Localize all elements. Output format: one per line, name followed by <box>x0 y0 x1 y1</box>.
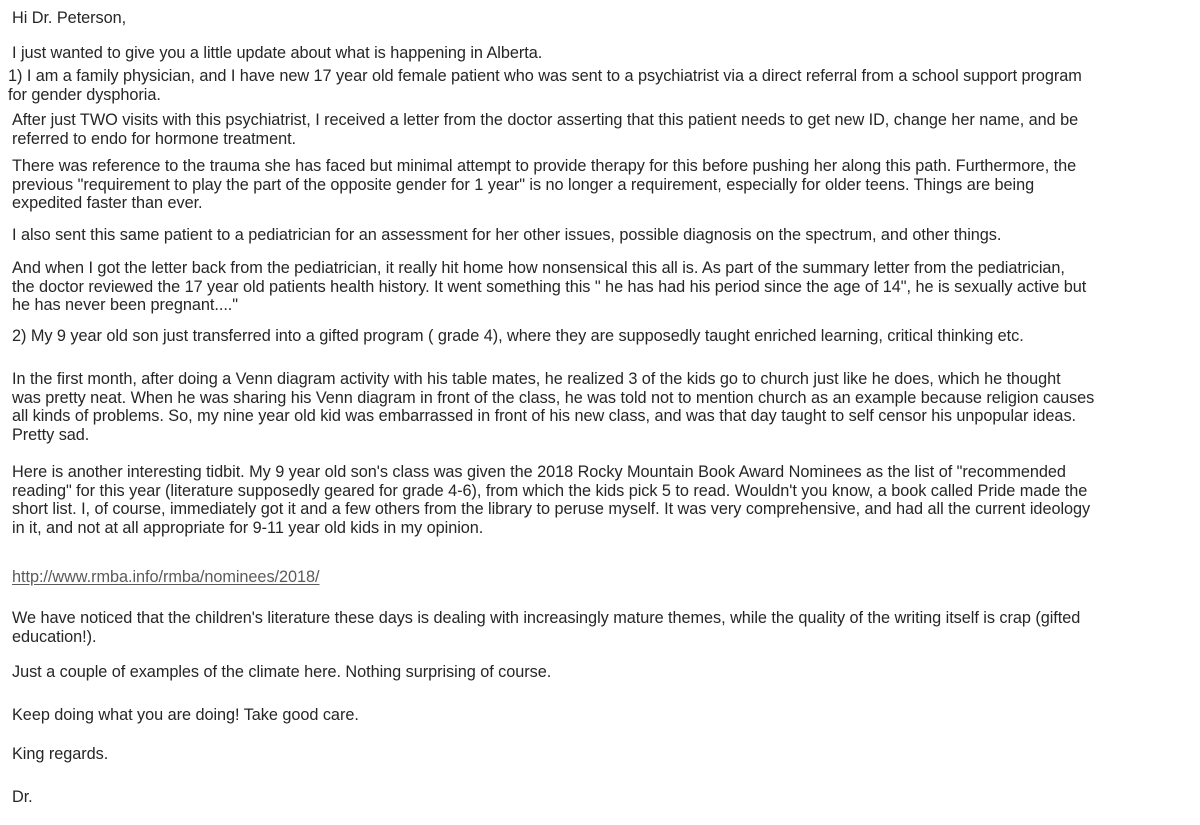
climate-paragraph: Just a couple of examples of the climate here. Nothing surprising of course. <box>12 663 552 681</box>
venn-line: was pretty neat. When he was sharing his Venn diagram in front of the class, he was told not to mention church as an example because religion causes <box>12 388 1095 407</box>
letter-back-line: And when I got the letter back from the pediatrician, it really hit home how nonsensical this all is. As part of the summary letter from the pediatrician, <box>12 259 1065 277</box>
venn-line: In the first month, after doing a Venn diagram activity with his table mates, he realized 3 of the kids go to church just like he does, which he thought <box>12 370 1061 388</box>
sign-off: King regards. <box>12 745 109 763</box>
visits-line: After just TWO visits with this psychiatrist, I received a letter from the doctor asserting that this patient needs to get new ID, change her name, and be <box>12 111 1079 129</box>
tidbit-line: short list. I, of course, immediately got it and a few others from the library to peruse myself. It was very comprehensive, and had all the current ideology <box>12 500 1091 519</box>
literature-line: education!). <box>12 627 97 646</box>
pediatrician-paragraph: I also sent this same patient to a pediatrician for an assessment for her other issues, possible diagnosis on the spectrum, and other things. <box>12 226 1002 244</box>
intro-paragraph: I just wanted to give you a little update about what is happening in Alberta. <box>12 44 543 62</box>
trauma-line: expedited faster than ever. <box>12 194 203 213</box>
item-1-line: 1) I am a family physician, and I have new 17 year old female patient who was sent to a psychiatrist via a direct referral from a school support program <box>8 67 1082 85</box>
nominees-link-paragraph <box>12 568 320 587</box>
tidbit-paragraph <box>12 463 1090 537</box>
trauma-line: previous "requirement to play the part of the opposite gender for 1 year" is no longer a requirement, especially for older teens. Things are being <box>12 175 1035 194</box>
literature-paragraph <box>12 609 1080 646</box>
greeting: Hi Dr. Peterson, <box>12 9 127 27</box>
venn-line: all kinds of problems. So, my nine year old kid was embarrassed in front of his new class, and was that day taught to self censor his unpopular ideas. <box>12 407 1077 426</box>
trauma-line: There was reference to the trauma she has faced but minimal attempt to provide therapy for this before pushing her along this path. Furthermore, the <box>12 157 1077 175</box>
literature-line: We have noticed that the children's literature these days is dealing with increasingly mature themes, while the quality of the writing itself is crap (gifted <box>12 609 1081 627</box>
keep-doing-paragraph: Keep doing what you are doing! Take good care. <box>12 706 359 724</box>
item-1-line: for gender dysphoria. <box>8 85 161 104</box>
visits-paragraph <box>12 111 1078 148</box>
letter-back-line: the doctor reviewed the 17 year old patients health history. It went something this " he has had his period since the age of 14", he is sexually active but <box>12 277 1087 296</box>
venn-line: Pretty sad. <box>12 425 90 444</box>
venn-paragraph <box>12 370 1094 444</box>
tidbit-line: in it, and not at all appropriate for 9-11 year old kids in my opinion. <box>12 518 484 537</box>
signature: Dr. <box>12 788 33 806</box>
item-2-paragraph: 2) My 9 year old son just transferred into a gifted program ( grade 4), where they are supposedly taught enriched learning, critical thinking etc. <box>12 327 1024 345</box>
visits-line: referred to endo for hormone treatment. <box>12 129 297 148</box>
letter-back-paragraph <box>12 259 1086 315</box>
letter-back-line: he has never been pregnant...." <box>12 296 238 315</box>
item-1-paragraph <box>8 67 1082 104</box>
trauma-paragraph <box>12 157 1076 213</box>
nominees-link[interactable]: http://www.rmba.info/rmba/nominees/2018/ <box>12 568 320 586</box>
tidbit-line: reading" for this year (literature supposedly geared for grade 4-6), from which the kids pick 5 to read. Wouldn't you know, a book called Pride made the <box>12 481 1088 500</box>
redaction-block <box>44 786 184 816</box>
tidbit-line: Here is another interesting tidbit. My 9 year old son's class was given the 2018 Rocky Mountain Book Award Nominees as the list of "recommended <box>12 463 1066 481</box>
